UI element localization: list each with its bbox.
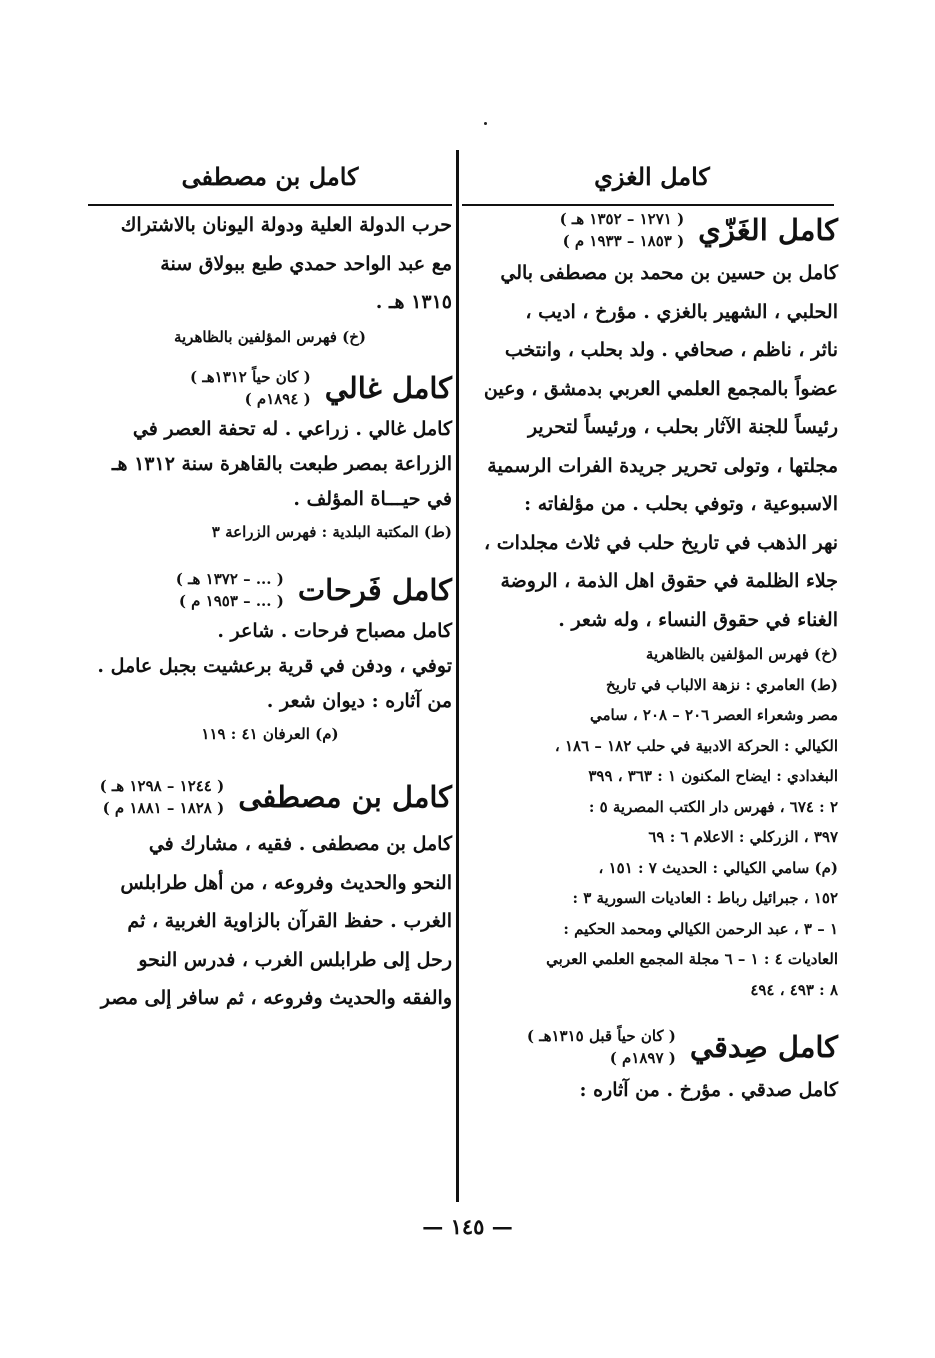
page-number: — ١٤٥ — bbox=[422, 1214, 513, 1239]
entry-heading bbox=[466, 208, 838, 252]
body-line: الزراعة بمصر طبعت بالقاهرة سنة ١٣١٢ هـ bbox=[111, 453, 452, 475]
entry-dates bbox=[176, 568, 284, 612]
body-line: كامل بن حسين بن محمد بن مصطفى بالي bbox=[500, 262, 838, 284]
entry-name: كامل بن مصطفى bbox=[238, 780, 452, 814]
column-divider bbox=[456, 150, 459, 1202]
reference-line: ٣٩٧ ، الزركلي : الاعلام ٦ : ٦٩ bbox=[648, 828, 838, 846]
entry-dates bbox=[100, 775, 225, 819]
body-line: رئيساً للجنة الآثار بحلب ، ورئيساً لتحرير bbox=[527, 416, 838, 438]
entry-heading bbox=[88, 568, 452, 612]
body-line: الغناء في حقوق النساء ، وله شعر . bbox=[558, 608, 838, 631]
reference-line: (م) سامي الكيالي : الحديث ٧ : ١٥١ ، bbox=[598, 858, 838, 877]
entry-heading bbox=[88, 366, 452, 410]
dates-hijri: ( ١٢٧١ – ١٣٥٢ هـ ) bbox=[559, 210, 685, 228]
entry-body bbox=[466, 1071, 838, 1110]
body-line: الاسبوعية ، وتوفي بحلب . من مؤلفاته : bbox=[524, 493, 838, 515]
body-line: ١٣١٥ هـ . bbox=[375, 291, 452, 313]
body-line: الحلبي ، الشهير بالغزي . مؤرخ ، اديب ، bbox=[525, 300, 838, 323]
body-line: توفي ، ودفن في قرية برعشيت بجبل عامل . bbox=[97, 654, 452, 677]
entry-body bbox=[88, 412, 452, 548]
entry-body bbox=[88, 614, 452, 750]
body-line: في حيـــاة المؤلف . bbox=[293, 488, 452, 510]
entry-name: كامل الغَزّي bbox=[698, 213, 838, 247]
body-line: كامل بن مصطفى . فقيه ، مشارك في bbox=[148, 833, 452, 855]
running-header-left: كامل بن مصطفى bbox=[181, 162, 359, 191]
reference-line: البغدادي : ايضاح المكنون ١ : ٣٦٣ ، ٣٩٩ bbox=[588, 767, 838, 785]
body-line: كامل صدقي . مؤرخ . من آثاره : bbox=[579, 1079, 838, 1101]
body-line: مع عبد الواحد حمدي طبع ببولاق سنة bbox=[160, 252, 452, 275]
entry-body bbox=[88, 825, 452, 1018]
body-line: الغرب . حفظ القرآن بالزاوية الغربية ، ثم bbox=[127, 910, 452, 932]
reference-line: (ط) العامري : نزهة الالباب في تاريخ bbox=[606, 675, 838, 694]
dates-hijri: ( ١٢٤٤ – ١٢٩٨ هـ ) bbox=[99, 777, 225, 795]
body-line: من آثاره : ديوان شعر . bbox=[266, 689, 452, 712]
entry-dates bbox=[560, 208, 685, 252]
reference-line: مصر وشعراء العصر ٢٠٦ – ٢٠٨ ، سامي bbox=[589, 706, 838, 724]
running-header-right: كامل الغزي bbox=[594, 162, 710, 191]
body-line: حرب الدولة العلية ودولة اليونان بالاشتراك bbox=[120, 214, 452, 236]
entry-body bbox=[466, 254, 838, 639]
reference-line: العاديات ٤ : ١ – ٦ مجلة المجمع العلمي العربي bbox=[546, 950, 838, 968]
entry-heading bbox=[88, 775, 452, 819]
entry-dates bbox=[190, 366, 311, 410]
speck-mark bbox=[484, 122, 487, 125]
dates-gregorian: ( ١٨٢٨ – ١٨٨١ م ) bbox=[102, 799, 225, 817]
dates-hijri: ( ... – ١٣٧٢ هـ ) bbox=[175, 569, 284, 588]
reference-line: ١٥٢ ، جبرائيل رباط : العاديات السورية ٣ : bbox=[572, 889, 838, 907]
dates-gregorian: ( ... – ١٩٥٣ م ) bbox=[178, 591, 284, 610]
reference-line: ٢ : ٦٧٤ ، فهرس دار الكتب المصرية ٥ : bbox=[588, 797, 838, 816]
entry-name: كامل فَرحات bbox=[297, 572, 452, 607]
entry-name: كامل غالي bbox=[324, 371, 452, 405]
body-line: كامل مصباح فرحات . شاعر . bbox=[217, 619, 452, 642]
body-line: النحو والحديث وفروعه ، من أهل طرابلس bbox=[120, 871, 452, 894]
dates-hijri: ( كان حياً ١٣١٢هـ ) bbox=[190, 368, 311, 386]
body-line: مجلتها ، وتولى تحرير جريدة الفرات الرسمية bbox=[487, 454, 838, 477]
dates-gregorian: ( ١٨٩٤م ) bbox=[244, 390, 311, 408]
entry-name: كامل صِدقي bbox=[689, 1030, 838, 1064]
dates-gregorian: ( ١٨٥٣ – ١٩٣٣ م ) bbox=[562, 232, 685, 250]
reference-line: ١ – ٣ ، عبد الرحمن الكيالي ومحمد الحكيم : bbox=[563, 919, 838, 938]
body-line: عضواً بالمجمع العلمي العربي بدمشق ، وعين bbox=[483, 377, 838, 400]
dates-hijri: ( كان حياً قبل ١٣١٥هـ ) bbox=[526, 1027, 676, 1045]
body-line: جلاء الظلمة في حقوق اهل الذمة ، الروضة bbox=[500, 570, 838, 592]
entry-dates bbox=[527, 1025, 676, 1069]
body-line: والفقه والحديث وفروعه ، ثم سافر إلى مصر bbox=[100, 987, 452, 1009]
body-line: كامل غالي . زراعي . له تحفة العصر في bbox=[132, 418, 452, 440]
reference-line: (خ) فهرس المؤلفين بالظاهرية bbox=[173, 327, 367, 346]
reference-line: (م) العرفان ٤١ : ١١٩ bbox=[201, 724, 339, 743]
body-line: رحل إلى طرابلس الغرب ، فدرس النحو bbox=[138, 948, 452, 971]
body-line: ناثر ، ناظم ، صحافي . ولد بحلب ، وانتخب bbox=[504, 339, 838, 361]
left-column bbox=[88, 150, 452, 1018]
reference-line: ٨ : ٤٩٣ ، ٤٩٤ bbox=[750, 980, 838, 999]
entry-references bbox=[466, 639, 838, 1005]
reference-line: (خ) فهرس المؤلفين بالظاهرية bbox=[645, 645, 838, 663]
dates-gregorian: ( ١٨٩٧م ) bbox=[609, 1049, 676, 1067]
entry-heading bbox=[466, 1025, 838, 1069]
reference-line: الكيالي : الحركة الادبية في حلب ١٨٢ – ١٨٦ ، bbox=[554, 736, 838, 755]
body-line: نهر الذهب في تاريخ حلب في ثلاث مجلدات ، bbox=[483, 531, 838, 554]
continued-entry bbox=[88, 206, 452, 352]
right-column bbox=[466, 150, 838, 1110]
reference-line: (ط) المكتبة البلدية : فهرس الزراعة ٣ bbox=[211, 523, 452, 541]
